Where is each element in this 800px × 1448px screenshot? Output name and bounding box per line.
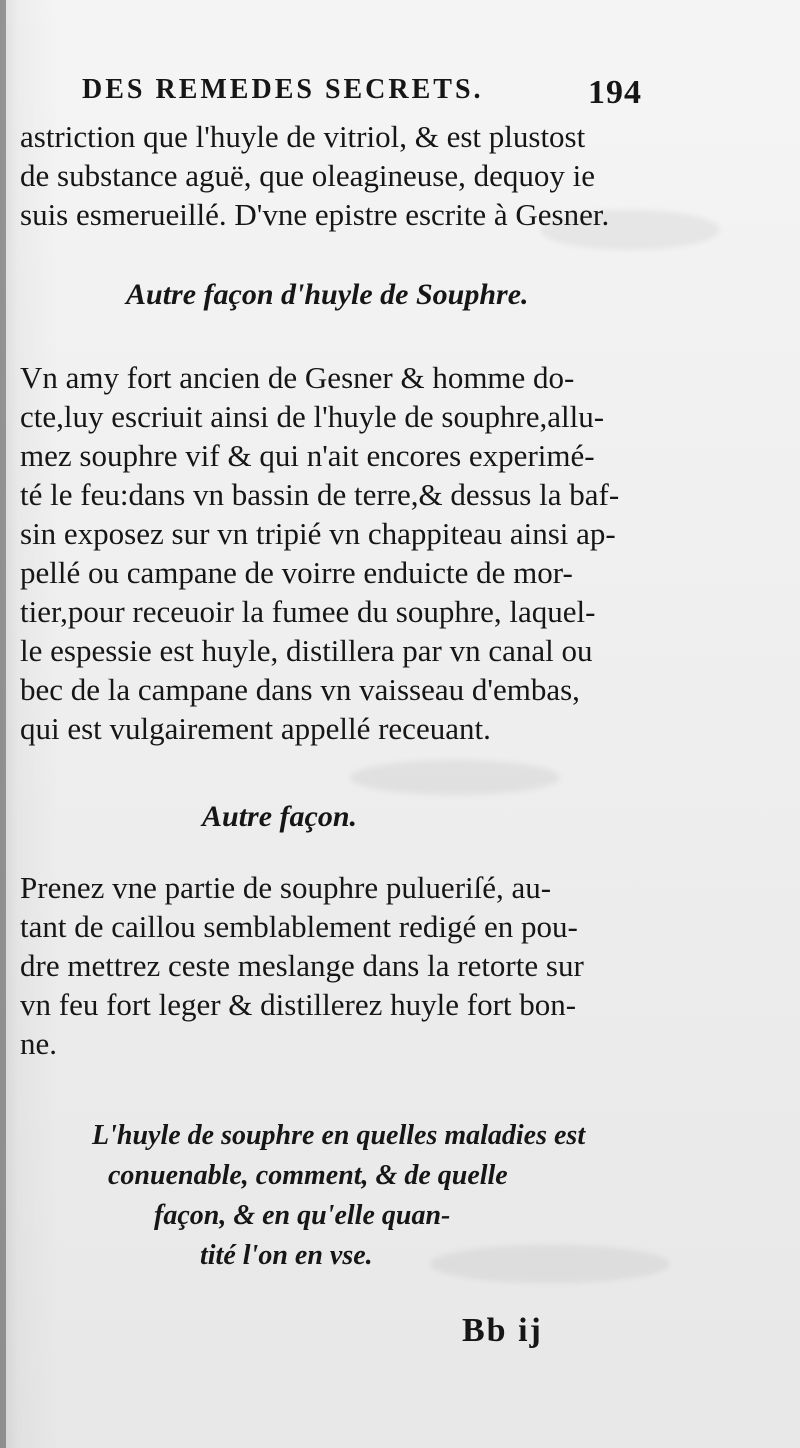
text-line: suis esmerueillé. D'vne epistre escrite à Gesner. <box>20 197 610 232</box>
page-edge-shadow <box>0 0 6 1448</box>
text-line: le espessie est huyle, distillera par vn canal ou <box>20 633 593 668</box>
running-title: DES REMEDES SECRETS. <box>82 74 484 105</box>
text-line: dre mettrez ceste meslange dans la retorte sur <box>20 948 584 983</box>
text-line: pellé ou campane de voirre enduicte de mor- <box>20 555 573 590</box>
print-smudge <box>350 760 560 795</box>
text-line: Vn amy fort ancien de Gesner & homme do- <box>20 360 575 395</box>
running-header <box>82 70 642 114</box>
text-line: cte,luy escriuit ainsi de l'huyle de souphre,allu- <box>20 399 605 434</box>
text-line: ne. <box>20 1026 58 1061</box>
text-line: tier,pour receuoir la fumee du souphre, laquel- <box>20 594 596 629</box>
chapter-heading <box>92 1116 632 1276</box>
text-line: sin exposez sur vn tripié vn chappiteau ainsi ap- <box>20 516 616 551</box>
text-line: tant de caillou semblablement redigé en pou- <box>20 909 578 944</box>
heading-line: façon, & en qu'elle quan- <box>154 1200 451 1231</box>
text-line: Prenez vne partie de souphre pulueriſé, au- <box>20 870 552 905</box>
text-line: qui est vulgairement appellé receuant. <box>20 711 491 746</box>
heading-line: L'huyle de souphre en quelles maladies est <box>92 1120 586 1151</box>
page-number: 194 <box>588 74 642 111</box>
section-heading: Autre façon d'huyle de Souphre. <box>126 278 529 311</box>
section-paragraph <box>20 868 646 1063</box>
opening-paragraph <box>20 117 646 234</box>
text-line: bec de la campane dans vn vaisseau d'embas, <box>20 672 580 707</box>
text-line: de substance aguë, que oleagineuse, dequoy ie <box>20 158 596 193</box>
text-line: vn feu fort leger & distillerez huyle fort bon- <box>20 987 577 1022</box>
text-line: té le feu:dans vn bassin de terre,& dessus la baf- <box>20 477 620 512</box>
signature-mark: Bb ij <box>462 1312 543 1349</box>
heading-line: conuenable, comment, & de quelle <box>108 1160 508 1191</box>
heading-line: tité l'on en vse. <box>200 1240 373 1271</box>
text-line: astriction que l'huyle de vitriol, & est plustost <box>20 119 586 154</box>
section-paragraph <box>20 358 646 748</box>
text-line: mez souphre vif & qui n'ait encores experimé- <box>20 438 595 473</box>
section-heading: Autre façon. <box>202 800 358 833</box>
